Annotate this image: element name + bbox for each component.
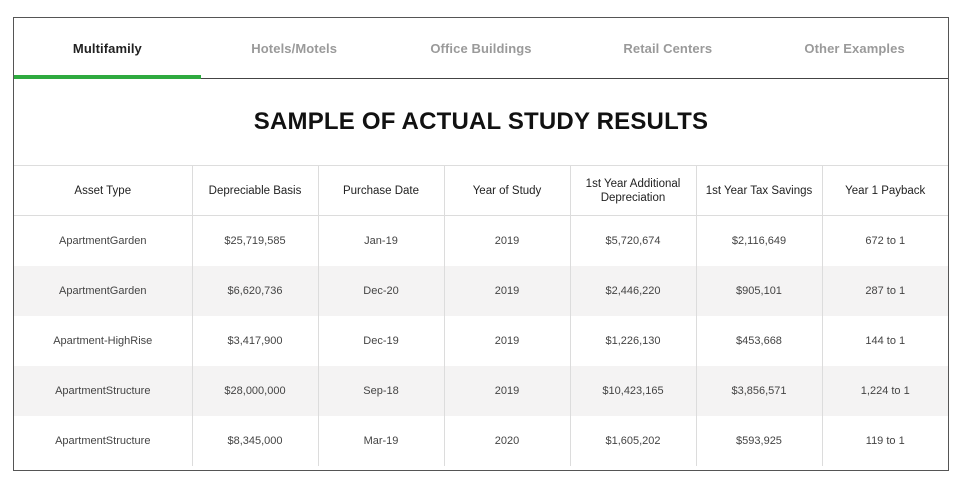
table-row: [14, 416, 948, 466]
header-depreciable-basis: Depreciable Basis: [192, 166, 318, 216]
results-panel: [13, 17, 949, 471]
header-asset-type: Asset Type: [14, 166, 192, 216]
cell-depreciable-basis: $28,000,000: [192, 366, 318, 416]
cell-year-of-study: 2019: [444, 366, 570, 416]
tab-office-buildings[interactable]: Office Buildings: [430, 40, 532, 56]
table-row: [14, 266, 948, 316]
cell-purchase-date: Dec-20: [318, 266, 444, 316]
cell-purchase-date: Jan-19: [318, 216, 444, 267]
tab-retail-centers[interactable]: Retail Centers: [623, 40, 713, 56]
cell-year-of-study: 2020: [444, 416, 570, 466]
cell-additional-depreciation: $10,423,165: [570, 366, 696, 416]
cell-payback: 1,224 to 1: [822, 366, 948, 416]
cell-additional-depreciation: $5,720,674: [570, 216, 696, 267]
cell-purchase-date: Sep-18: [318, 366, 444, 416]
cell-tax-savings: $2,116,649: [696, 216, 822, 267]
cell-tax-savings: $593,925: [696, 416, 822, 466]
table-row: [14, 366, 948, 416]
tab-hotels-motels[interactable]: Hotels/Motels: [251, 40, 338, 56]
cell-asset-type: Apartment-HighRise: [14, 316, 192, 366]
table-row: [14, 316, 948, 366]
cell-year-of-study: 2019: [444, 216, 570, 267]
tab-other-examples[interactable]: Other Examples: [804, 40, 905, 56]
cell-payback: 672 to 1: [865, 235, 906, 247]
cell-purchase-date: Dec-19: [318, 316, 444, 366]
cell-asset-type: ApartmentGarden: [14, 216, 192, 267]
table-header-row: [14, 166, 948, 216]
cell-payback: 119 to 1: [865, 435, 905, 447]
header-year-of-study: Year of Study: [444, 166, 570, 216]
cell-payback: 287 to 1: [822, 266, 948, 316]
table-row: [14, 216, 948, 267]
cell-tax-savings: $453,668: [696, 316, 822, 366]
cell-depreciable-basis: $25,719,585: [192, 216, 318, 267]
cell-additional-depreciation: $1,226,130: [570, 316, 696, 366]
cell-additional-depreciation: $2,446,220: [570, 266, 696, 316]
cell-depreciable-basis: $8,345,000: [192, 416, 318, 466]
cell-asset-type: ApartmentStructure: [14, 416, 192, 466]
cell-tax-savings: $905,101: [696, 266, 822, 316]
cell-depreciable-basis: $3,417,900: [192, 316, 318, 366]
cell-year-of-study: 2019: [444, 316, 570, 366]
cell-asset-type: ApartmentGarden: [14, 266, 192, 316]
tab-bar: [14, 18, 948, 79]
section-title: SAMPLE OF ACTUAL STUDY RESULTS: [253, 108, 709, 135]
title-section: [14, 79, 948, 166]
header-payback: Year 1 Payback: [822, 166, 948, 216]
cell-year-of-study: 2019: [444, 266, 570, 316]
header-additional-depreciation: 1st Year Additional Depreciation: [570, 166, 696, 216]
cell-tax-savings: $3,856,571: [696, 366, 822, 416]
cell-depreciable-basis: $6,620,736: [192, 266, 318, 316]
cell-additional-depreciation: $1,605,202: [570, 416, 696, 466]
header-purchase-date: Purchase Date: [318, 166, 444, 216]
cell-asset-type: ApartmentStructure: [14, 366, 192, 416]
cell-purchase-date: Mar-19: [318, 416, 444, 466]
header-tax-savings: 1st Year Tax Savings: [696, 166, 822, 216]
results-table: [14, 166, 948, 466]
tab-multifamily[interactable]: Multifamily: [14, 18, 201, 78]
cell-payback: 144 to 1: [865, 335, 906, 347]
